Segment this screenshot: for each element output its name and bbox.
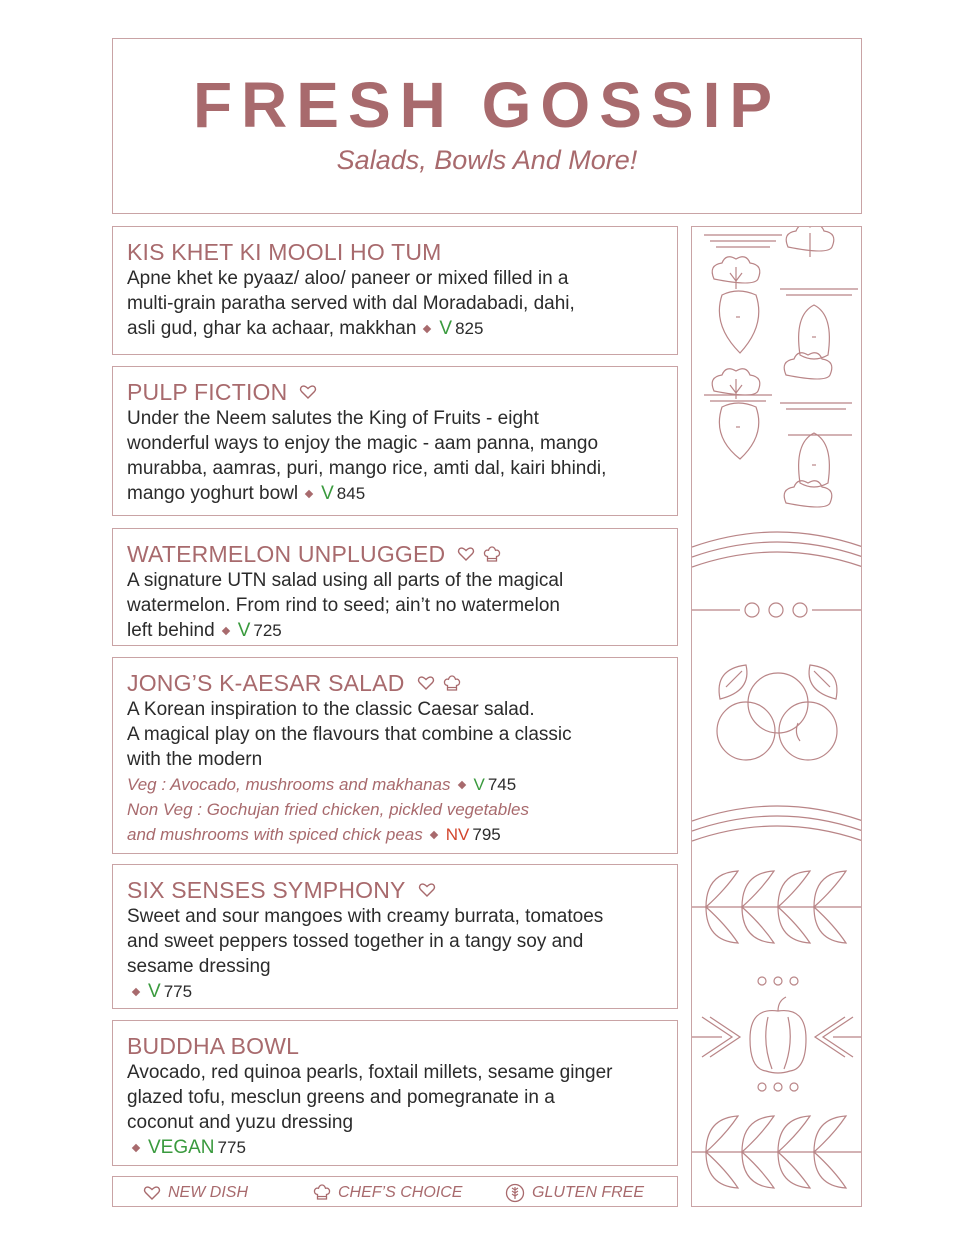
dish-description [127,406,663,506]
dish-name-row [127,670,663,696]
price-line [125,1135,663,1160]
radish-icon [784,433,832,507]
price: 825 [455,319,484,338]
description-line: sesame dressing [127,956,271,977]
description-line: Under the Neem salutes the King of Fruits - eight [127,408,539,429]
menu-item [112,366,678,516]
dish-description [127,1060,663,1160]
diet-tag: NV [445,825,470,844]
description-line: glazed tofu, mesclun greens and pomegranate in a [127,1087,555,1108]
chef-hat-icon [443,675,461,692]
dish-name-row [127,877,663,903]
chef-hat-icon [313,1184,331,1201]
dish-name-row [127,379,663,405]
dish-name: KIS KHET KI MOOLI HO TUM [127,239,442,265]
arch-divider-icon [692,806,862,841]
leaves-icon [692,871,862,943]
description-line: asli gud, ghar ka achaar, makkhan V 825 [127,318,484,339]
legend-bar [112,1176,678,1207]
diamond-separator-icon [305,490,313,498]
bell-pepper-icon [692,997,862,1073]
diet-tag: V [473,775,485,794]
legend-chefs-choice [313,1177,462,1208]
description-line: murabba, aamras, puri, mango rice, amti dal, kairi bhindi, [127,458,607,479]
arch-divider-icon [692,532,862,617]
diet-tag: V [439,318,453,339]
leaves-icon [692,1116,862,1188]
menu-item [112,528,678,646]
radish-icon [712,257,760,353]
price: 745 [487,775,517,794]
fruit-icon [717,665,837,760]
variant-line: Veg : Avocado, mushrooms and makhanas V 745 [127,775,517,794]
diamond-separator-icon [430,831,438,839]
dots-icon [758,977,798,1091]
menu-item [112,1020,678,1166]
dish-name: BUDDHA BOWL [127,1033,300,1059]
dish-description [127,697,663,772]
dish-name-row [127,239,663,265]
menu-item [112,657,678,854]
dish-name: SIX SENSES SYMPHONY [127,877,406,903]
variant-line: and mushrooms with spiced chick peas NV 795 [127,825,501,844]
variant-line: Non Veg : Gochujan fried chicken, pickled vegetables [127,800,529,819]
diamond-separator-icon [132,1144,140,1152]
heart-icon [457,546,475,562]
dish-name: WATERMELON UNPLUGGED [127,541,446,567]
dish-name: JONG’S K-AESAR SALAD [127,670,405,696]
dish-description [127,266,663,341]
radish-icon [786,227,834,257]
heart-icon [417,675,435,691]
menu-header [112,38,862,214]
decorative-side-panel [691,226,862,1207]
legend-gluten-free-label: GLUTEN FREE [532,1183,645,1201]
dish-description [127,904,663,1004]
diet-tag: VEGAN [148,1137,215,1158]
heart-icon [143,1185,161,1201]
diamond-separator-icon [221,627,229,635]
radish-icon [784,305,832,379]
vegetable-illustration-icon [692,227,862,1207]
heart-icon [418,882,436,898]
heart-icon [299,384,317,400]
menu-item [112,226,678,355]
price: 725 [253,621,282,640]
legend-new-dish-label: NEW DISH [168,1183,248,1201]
diamond-separator-icon [132,988,140,996]
price: 795 [472,825,501,844]
diamond-separator-icon [457,781,465,789]
description-line: Sweet and sour mangoes with creamy burrata, tomatoes [127,906,604,927]
legend-new-dish [143,1177,248,1208]
diet-tag: V [321,483,334,504]
description-line: coconut and yuzu dressing [127,1112,354,1133]
menu-subtitle: Salads, Bowls And More! [336,145,638,175]
price: 775 [163,982,193,1001]
diamond-separator-icon [423,325,431,333]
description-line: with the modern [127,749,263,770]
dish-description [127,568,663,643]
chef-hat-icon [483,546,501,563]
description-line: A signature UTN salad using all parts of the magical [127,570,564,591]
legend-chefs-choice-label: CHEF’S CHOICE [338,1183,463,1201]
description-line: left behind V 725 [127,620,282,641]
legend-gluten-free [505,1177,644,1208]
description-line: mango yoghurt bowl V 845 [127,483,366,504]
diet-tag: V [237,620,251,641]
price: 845 [336,484,366,503]
price-line [125,979,663,1004]
description-line: A Korean inspiration to the classic Caesar salad. [127,699,535,720]
description-line: Apne khet ke pyaaz/ aloo/ paneer or mixed filled in a [127,268,569,289]
diet-tag: V [148,981,161,1002]
dish-name: PULP FICTION [127,379,288,405]
description-line: A magical play on the flavours that combine a classic [127,724,572,745]
dish-name-row [127,1033,663,1059]
dish-name-row [127,541,663,567]
menu-item [112,864,678,1009]
radish-icon [712,369,760,459]
gluten-free-icon [505,1183,525,1203]
menu-title: FRESH GOSSIP [192,69,782,141]
description-line: Avocado, red quinoa pearls, foxtail millets, sesame ginger [127,1062,613,1083]
description-line: wonderful ways to enjoy the magic - aam panna, mango [127,433,599,454]
description-line: watermelon. From rind to seed; ain’t no watermelon [127,595,560,616]
description-line: and sweet peppers tossed together in a tangy soy and [127,931,584,952]
price: 775 [217,1138,246,1157]
description-line: multi-grain paratha served with dal Moradabadi, dahi, [127,293,575,314]
